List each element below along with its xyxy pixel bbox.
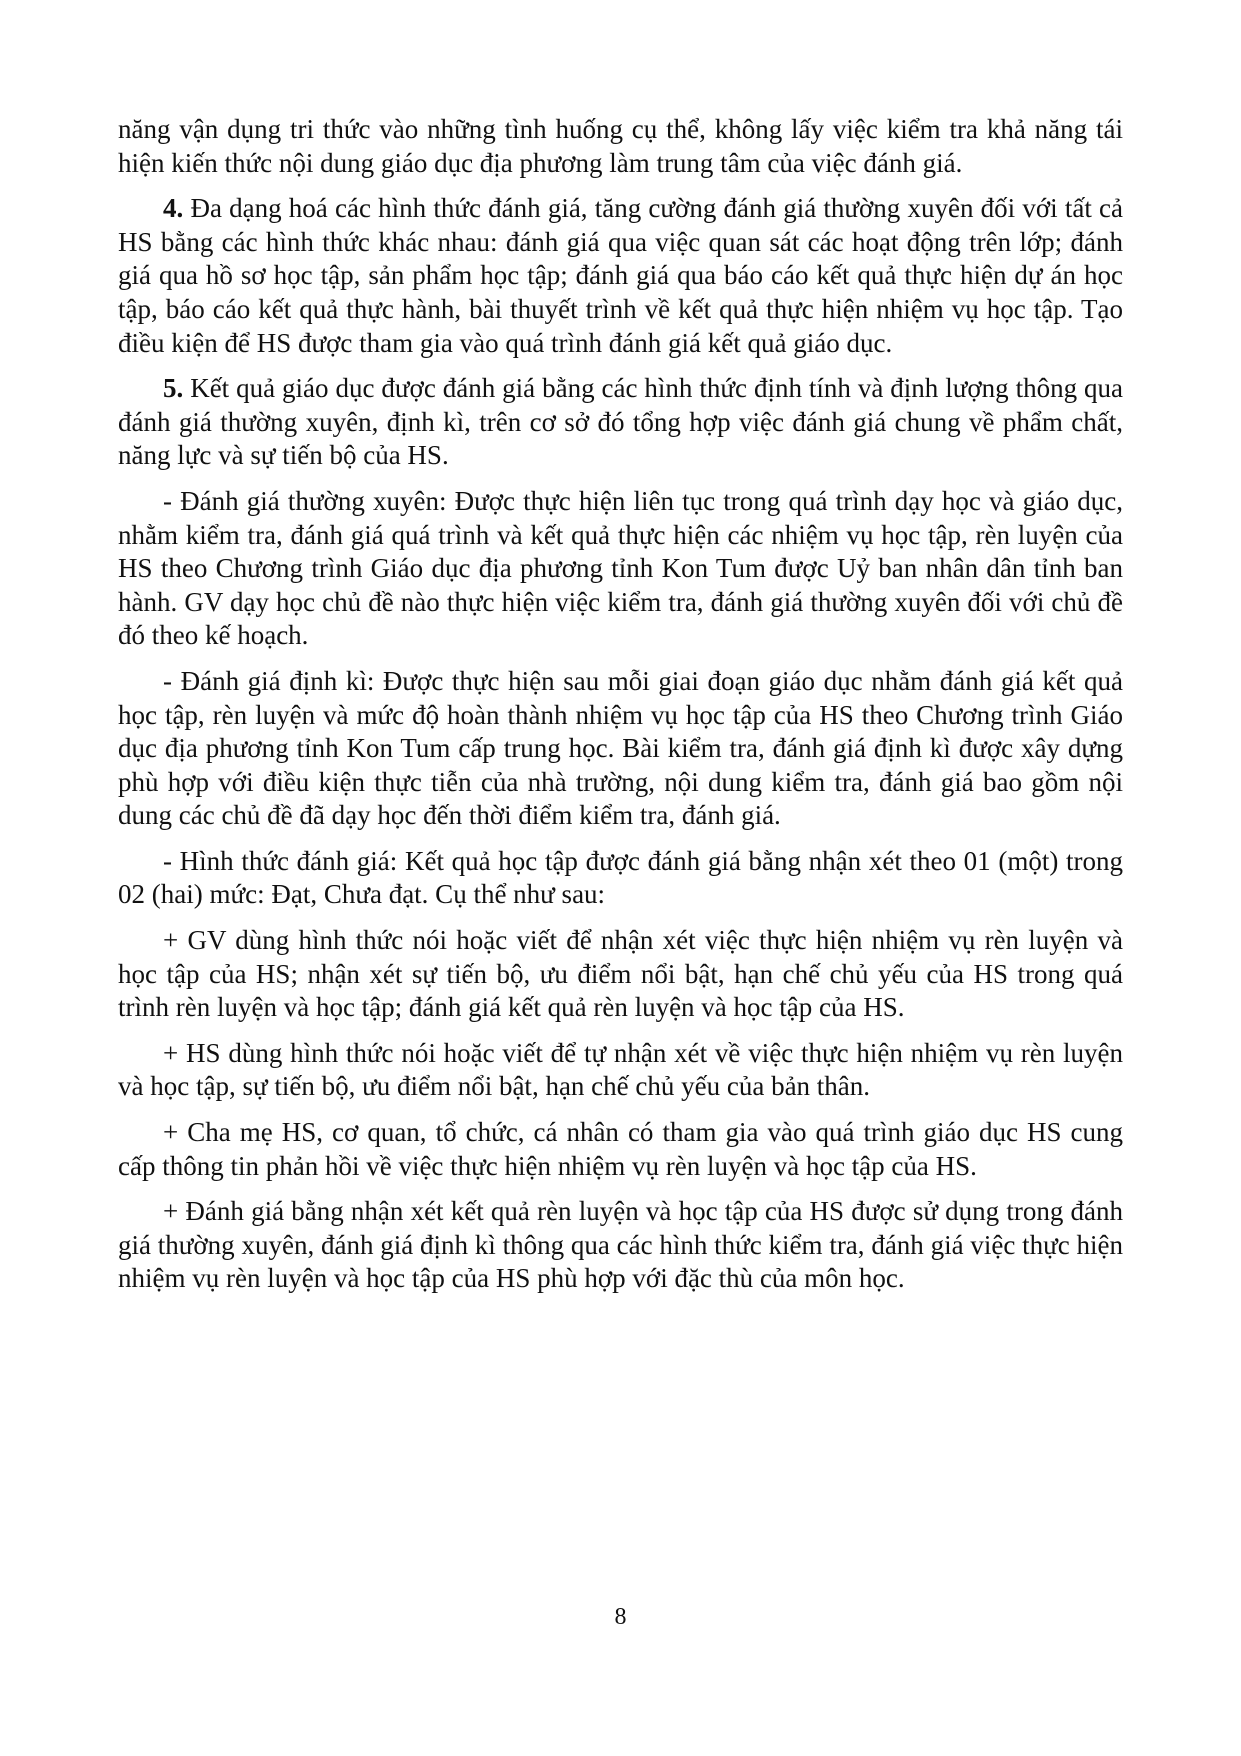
paragraph-item-5 <box>118 372 1123 473</box>
paragraph-periodic-assessment <box>118 665 1123 833</box>
paragraph-text: + Đánh giá bằng nhận xét kết quả rèn luyện và học tập của HS được sử dụng trong đánh giá thường xuyên, đánh giá định kì thông qua các hình thức kiểm tra, đánh giá việc thực hiện nhiệm vụ rèn luyện và học tập của HS phù hợp với đặc thù của môn học. <box>118 1196 1123 1294</box>
item-number: 5. <box>163 373 184 404</box>
paragraph-text: + HS dùng hình thức nói hoặc viết để tự nhận xét về việc thực hiện nhiệm vụ rèn luyện và học tập, sự tiến bộ, ưu điểm nổi bật, hạn chế chủ yếu của bản thân. <box>118 1037 1123 1102</box>
document-body <box>118 113 1123 1308</box>
page-number: 8 <box>614 1604 627 1630</box>
paragraph-text: Đa dạng hoá các hình thức đánh giá, tăng cường đánh giá thường xuyên đối với tất cả HS bằng các hình thức khác nhau: đánh giá qua việc quan sát các hoạt động trên lớp; đánh giá qua hồ sơ học tập, sản phẩm học tập; đánh giá qua báo cáo kết quả thực hiện dự án học tập, báo cáo kết quả thực hành, bài thuyết trình về kết quả thực hiện nhiệm vụ học tập. Tạo điều kiện để HS được tham gia vào quá trình đánh giá kết quả giáo dục. <box>118 193 1123 358</box>
paragraph-text: Kết quả giáo dục được đánh giá bằng các hình thức định tính và định lượng thông qua đánh giá thường xuyên, định kì, trên cơ sở đó tổng hợp việc đánh giá chung về phẩm chất, năng lực và sự tiến bộ của HS. <box>118 373 1123 471</box>
paragraph-continuation <box>118 113 1123 180</box>
paragraph-text: - Hình thức đánh giá: Kết quả học tập được đánh giá bằng nhận xét theo 01 (một) trong 02 (hai) mức: Đạt, Chưa đạt. Cụ thể như sau: <box>118 845 1123 910</box>
paragraph-teacher-comment <box>118 924 1123 1025</box>
paragraph-text: - Đánh giá định kì: Được thực hiện sau mỗi giai đoạn giáo dục nhằm đánh giá kết quả học tập, rèn luyện và mức độ hoàn thành nhiệm vụ học tập của HS theo Chương trình Giáo dục địa phương tỉnh Kon Tum cấp trung học. Bài kiểm tra, đánh giá định kì được xây dựng phù hợp với điều kiện thực tiễn của nhà trường, nội dung kiểm tra, đánh giá bao gồm nội dung các chủ đề đã dạy học đến thời điểm kiểm tra, đánh giá. <box>118 665 1123 831</box>
paragraph-text: + GV dùng hình thức nói hoặc viết để nhận xét việc thực hiện nhiệm vụ rèn luyện và học tập của HS; nhận xét sự tiến bộ, ưu điểm nổi bật, hạn chế chủ yếu của HS trong quá trình rèn luyện và học tập; đánh giá kết quả rèn luyện và học tập của HS. <box>118 925 1123 1023</box>
paragraph-text: năng vận dụng tri thức vào những tình huống cụ thể, không lấy việc kiểm tra khả năng tái hiện kiến thức nội dung giáo dục địa phương làm trung tâm của việc đánh giá. <box>118 114 1123 178</box>
item-number: 4. <box>163 193 184 224</box>
paragraph-assessment-form <box>118 845 1123 912</box>
paragraph-item-4 <box>118 192 1123 360</box>
paragraph-comment-usage <box>118 1195 1123 1296</box>
paragraph-text: + Cha mẹ HS, cơ quan, tổ chức, cá nhân có tham gia vào quá trình giáo dục HS cung cấp thông tin phản hồi về việc thực hiện nhiệm vụ rèn luyện và học tập của HS. <box>118 1117 1123 1181</box>
paragraph-parent-feedback <box>118 1116 1123 1183</box>
paragraph-student-self-comment <box>118 1037 1123 1104</box>
paragraph-regular-assessment <box>118 485 1123 653</box>
paragraph-text: - Đánh giá thường xuyên: Được thực hiện liên tục trong quá trình dạy học và giáo dục, nhằm kiểm tra, đánh giá quá trình và kết quả thực hiện các nhiệm vụ học tập, rèn luyện của HS theo Chương trình Giáo dục địa phương tỉnh Kon Tum được Uỷ ban nhân dân tỉnh ban hành. GV dạy học chủ đề nào thực hiện việc kiểm tra, đánh giá thường xuyên đối với chủ đề đó theo kế hoạch. <box>118 485 1123 651</box>
